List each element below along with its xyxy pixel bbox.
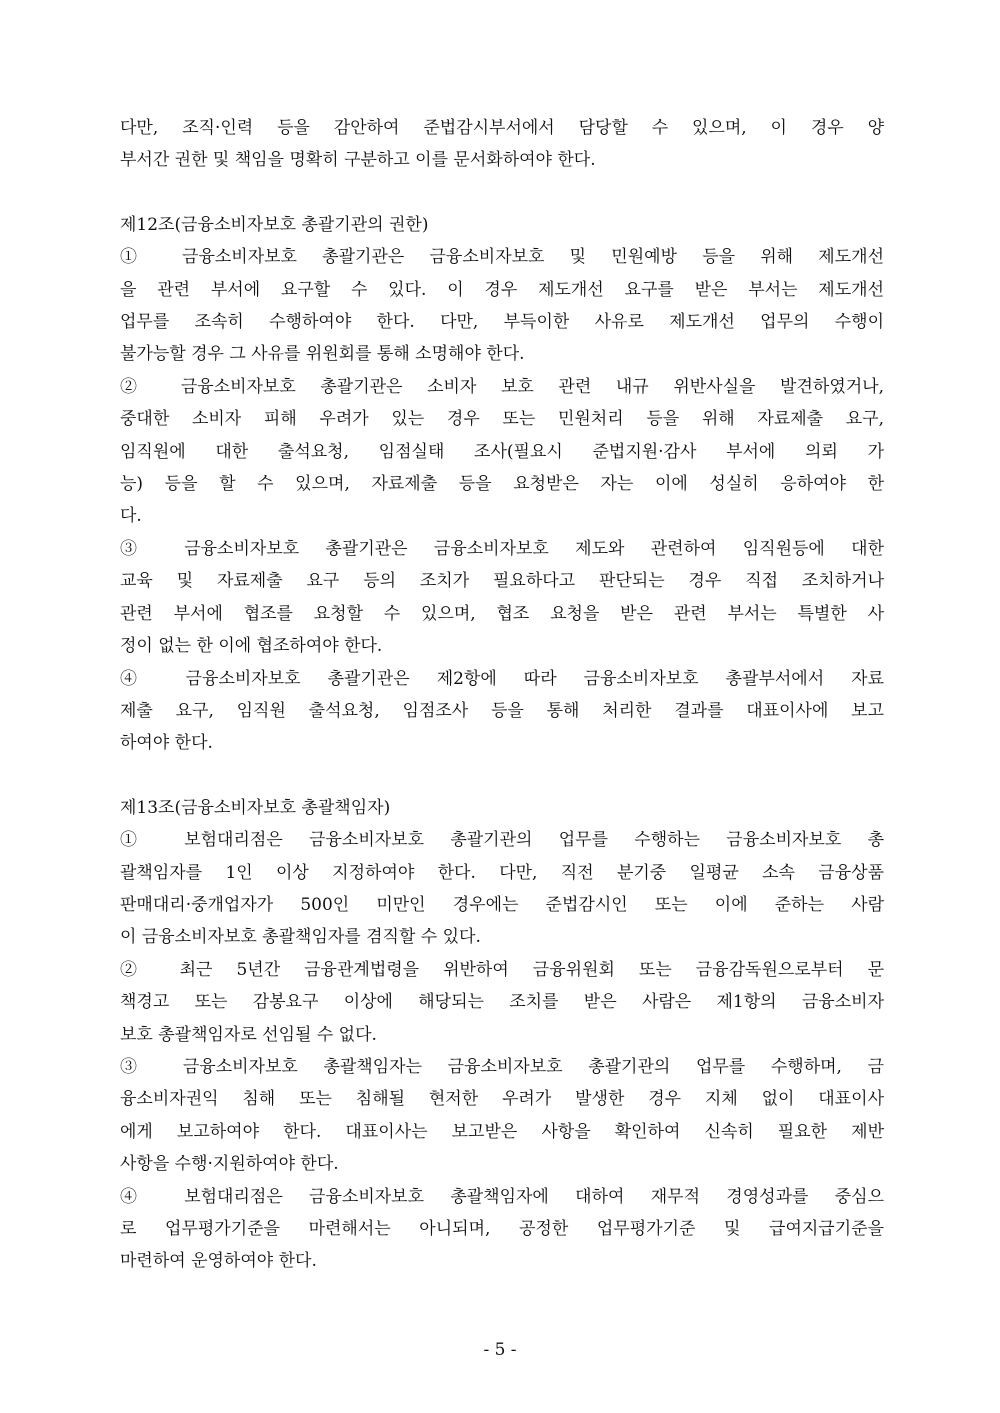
page-number: - 5 - bbox=[483, 1340, 517, 1360]
text-line: 부서간 권한 및 책임을 명확히 구분하고 이를 문서화하여야 한다. bbox=[120, 150, 596, 171]
text-line: 책경고 또는 감봉요구 이상에 해당되는 조치를 받은 사람은 제1항의 금융소비자 bbox=[120, 992, 884, 1013]
text-line: ① 금융소비자보호 총괄기관은 금융소비자보호 및 민원예방 등을 위해 제도개선 bbox=[120, 247, 884, 268]
text-line: 이 금융소비자보호 총괄책임자를 겸직할 수 있다. bbox=[120, 927, 481, 948]
section-gap bbox=[120, 177, 884, 209]
text-line: 능) 등을 할 수 있으며, 자료제출 등을 요청받은 자는 이에 성실히 응하여야 한 bbox=[120, 474, 884, 495]
text-line: 중대한 소비자 피해 우려가 있는 경우 또는 민원처리 등을 위해 자료제출 요구, bbox=[120, 409, 884, 430]
article-13-title: 제13조(금융소비자보호 총괄책임자) bbox=[120, 797, 391, 818]
text-line: ② 최근 5년간 금융관계법령을 위반하여 금융위원회 또는 금융감독원으로부터 문 bbox=[120, 959, 884, 980]
intro-paragraph bbox=[120, 112, 884, 177]
section-gap bbox=[120, 760, 884, 792]
text-line: 임직원에 대한 출석요청, 임점실태 조사(필요시 준법지원·감사 부서에 의뢰 가 bbox=[120, 441, 884, 462]
text-line: ④ 보험대리점은 금융소비자보호 총괄책임자에 대하여 재무적 경영성과를 중심으 bbox=[120, 1186, 884, 1207]
text-line: 정이 없는 한 이에 협조하여야 한다. bbox=[120, 636, 383, 657]
text-line: 보호 총괄책임자로 선임될 수 없다. bbox=[120, 1024, 377, 1045]
text-line: ② 금융소비자보호 총괄기관은 소비자 보호 관련 내규 위반사실을 발견하였거나, bbox=[120, 376, 884, 397]
text-line: 제출 요구, 임직원 출석요청, 임점조사 등을 통해 처리한 결과를 대표이사에 보고 bbox=[120, 700, 884, 721]
text-line: 교육 및 자료제출 요구 등의 조치가 필요하다고 판단되는 경우 직접 조치하거나 bbox=[120, 571, 884, 592]
text-line: 괄책임자를 1인 이상 지정하여야 한다. 다만, 직전 분기중 일평균 소속 금융상품 bbox=[120, 862, 884, 883]
text-line: 불가능할 경우 그 사유를 위원회를 통해 소명해야 한다. bbox=[120, 344, 525, 365]
text-line: 관련 부서에 협조를 요청할 수 있으며, 협조 요청을 받은 관련 부서는 특별한 사 bbox=[120, 603, 884, 624]
text-line: ④ 금융소비자보호 총괄기관은 제2항에 따라 금융소비자보호 총괄부서에서 자료 bbox=[120, 668, 884, 689]
text-line: 하여야 한다. bbox=[120, 733, 213, 754]
article-13 bbox=[120, 792, 884, 1278]
article-12 bbox=[120, 209, 884, 760]
article-12-title: 제12조(금융소비자보호 총괄기관의 권한) bbox=[120, 214, 429, 235]
text-line: 다만, 조직·인력 등을 감안하여 준법감시부서에서 담당할 수 있으며, 이 경우 양 bbox=[120, 118, 884, 138]
text-line: 업무를 조속히 수행하여야 한다. 다만, 부득이한 사유로 제도개선 업무의 수행이 bbox=[120, 312, 884, 333]
text-line: ③ 금융소비자보호 총괄기관은 금융소비자보호 제도와 관련하여 임직원등에 대한 bbox=[120, 538, 884, 559]
text-line: ③ 금융소비자보호 총괄책임자는 금융소비자보호 총괄기관의 업무를 수행하며, 금 bbox=[120, 1056, 884, 1077]
text-line: 사항을 수행·지원하여야 한다. bbox=[120, 1154, 339, 1175]
text-line: 다. bbox=[120, 506, 142, 527]
text-line: 을 관련 부서에 요구할 수 있다. 이 경우 제도개선 요구를 받은 부서는 제도개선 bbox=[120, 279, 884, 300]
text-line: 판매대리·중개업자가 500인 미만인 경우에는 준법감시인 또는 이에 준하는 사람 bbox=[120, 894, 884, 915]
text-line: 로 업무평가기준을 마련해서는 아니되며, 공정한 업무평가기준 및 급여지급기준을 bbox=[120, 1219, 884, 1239]
text-line: 에게 보고하여야 한다. 대표이사는 보고받은 사항을 확인하여 신속히 필요한 제반 bbox=[120, 1121, 884, 1142]
text-line: 마련하여 운영하여야 한다. bbox=[120, 1251, 317, 1272]
document-body bbox=[120, 112, 884, 1278]
text-line: 융소비자권익 침해 또는 침해될 현저한 우려가 발생한 경우 지체 없이 대표이사 bbox=[120, 1089, 884, 1110]
text-line: ① 보험대리점은 금융소비자보호 총괄기관의 업무를 수행하는 금융소비자보호 총 bbox=[120, 830, 884, 851]
